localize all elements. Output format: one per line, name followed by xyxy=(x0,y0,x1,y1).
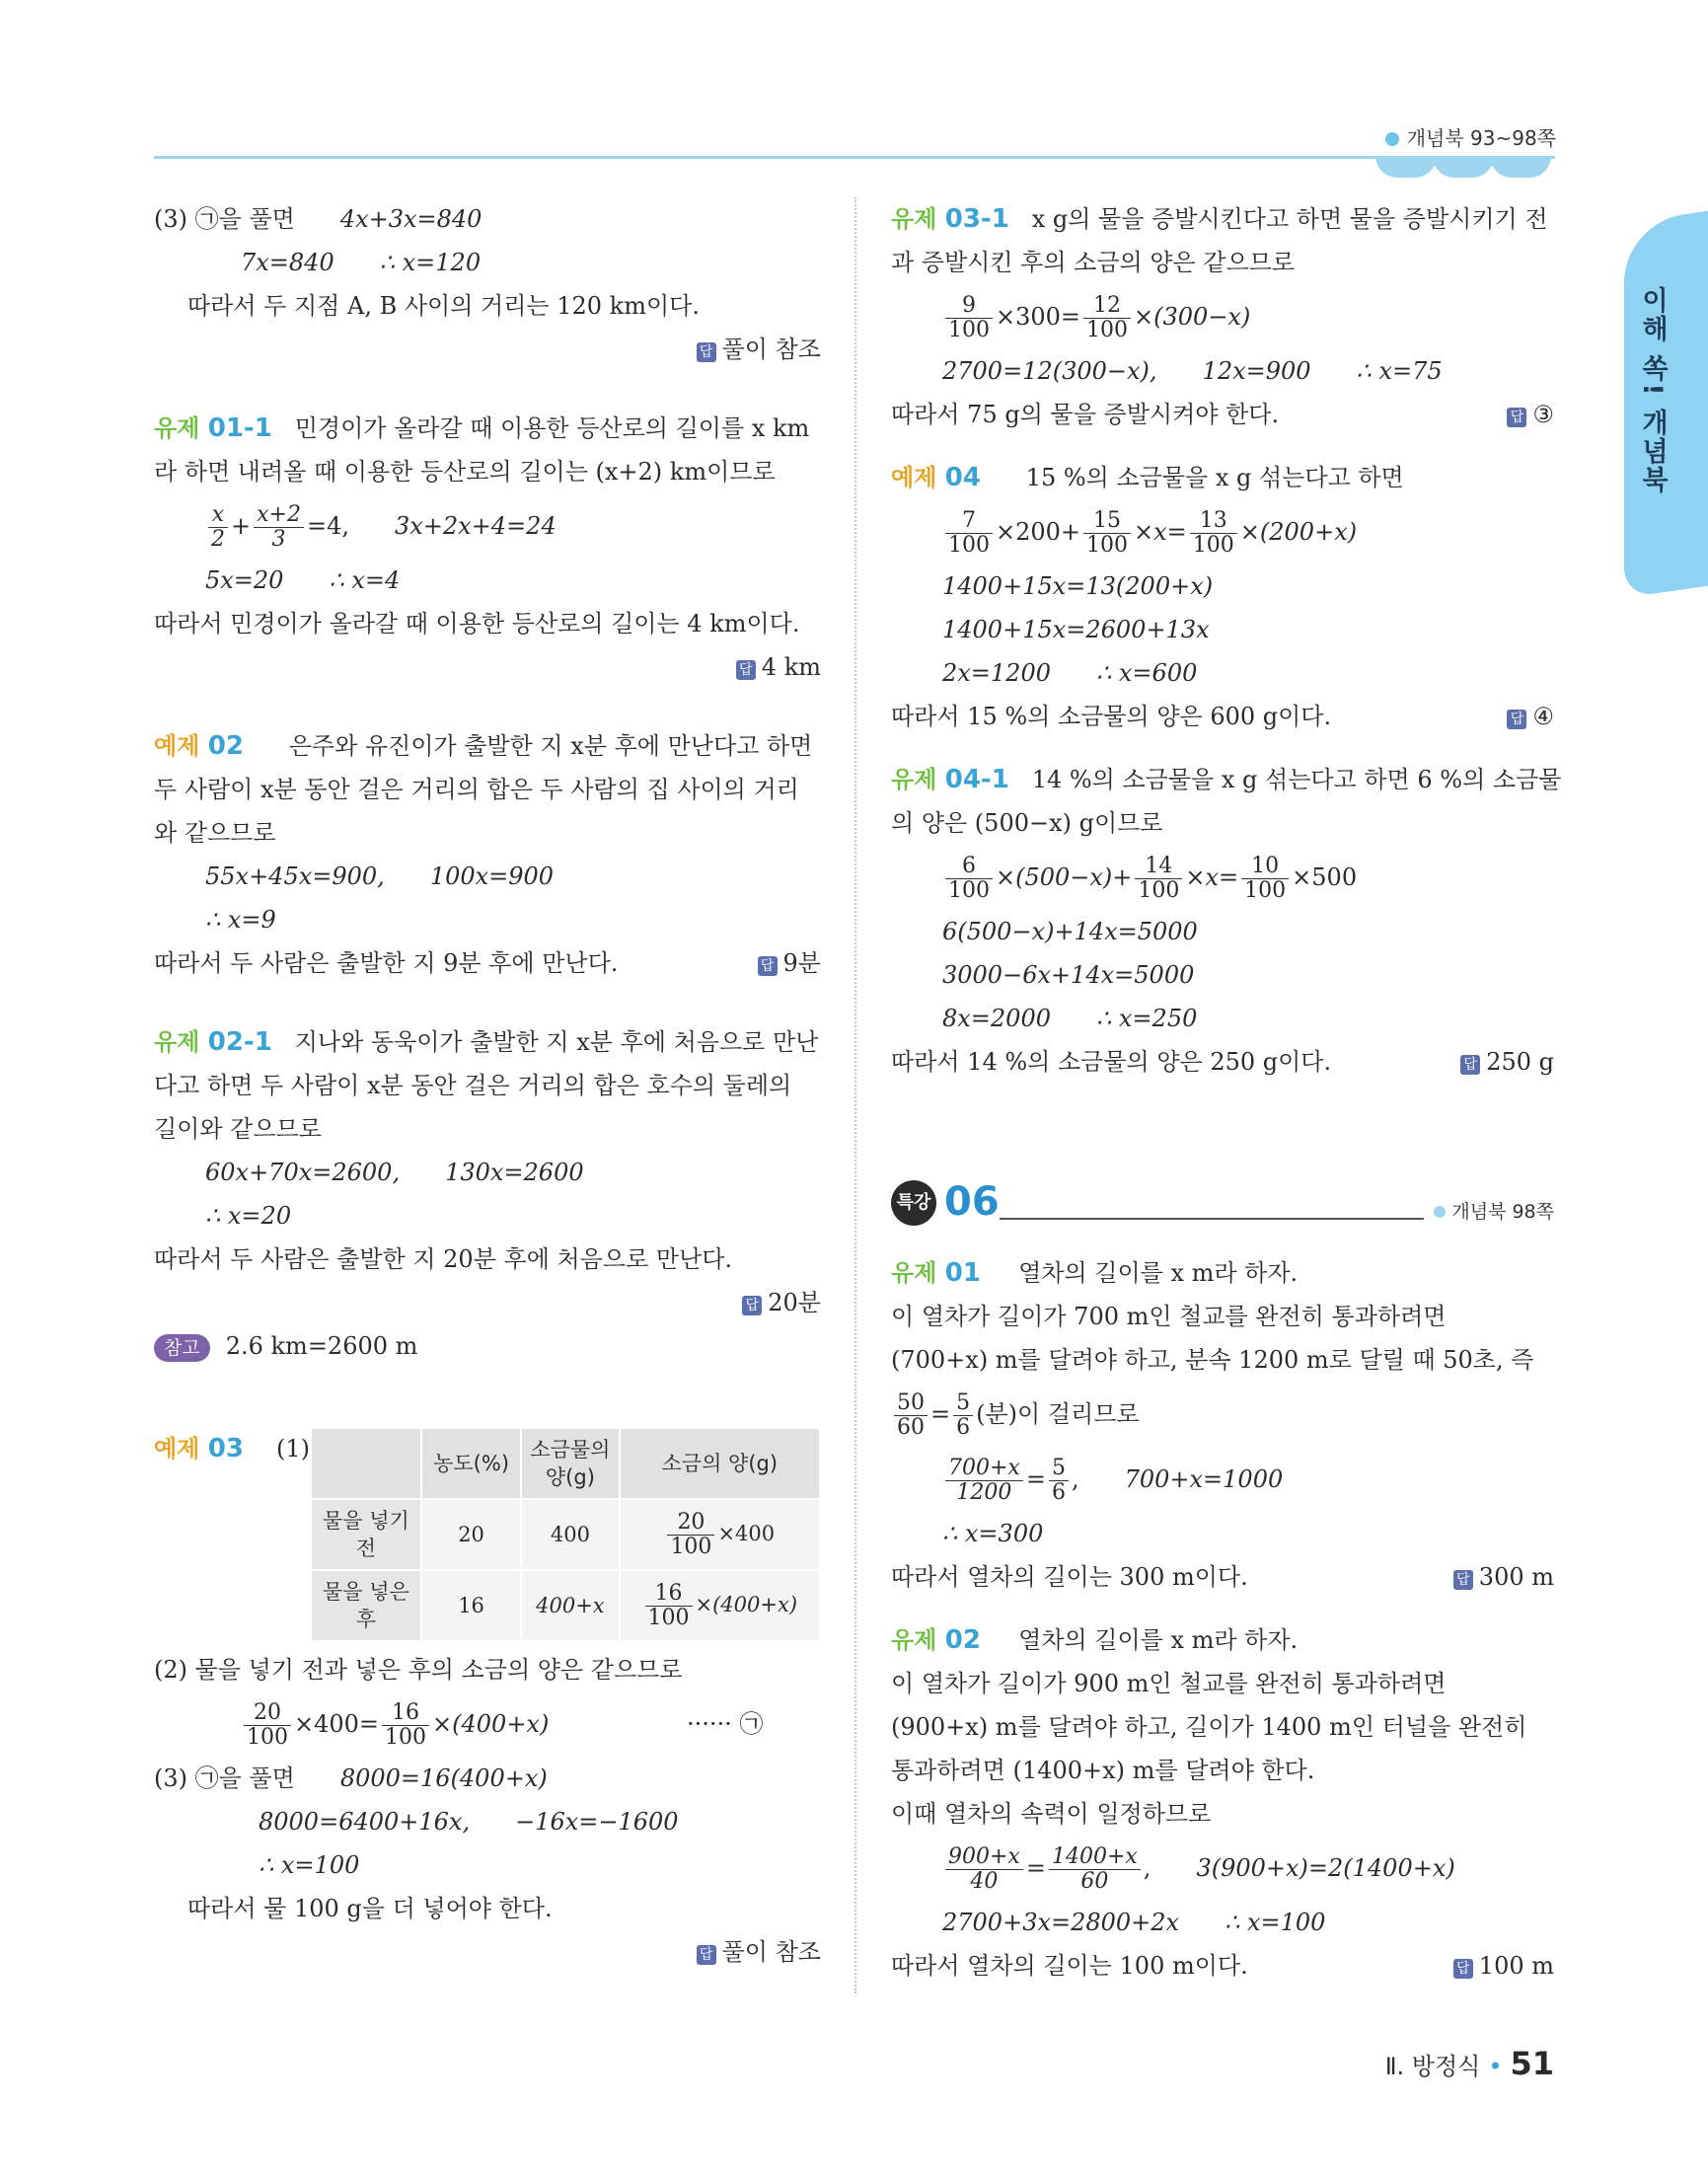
fraction: $\frac{20}{100}$ xyxy=(667,1511,714,1559)
fraction: $\frac{700+x}{1200}$ xyxy=(945,1457,1023,1505)
answer-icon: 답 xyxy=(758,956,778,976)
table-row: 물을 넣기 전 20 400 $\frac{20}{100}$ ×400 xyxy=(311,1499,820,1570)
bullet-icon xyxy=(1385,132,1399,146)
fraction: $\frac{10}{100}$ xyxy=(1241,855,1289,903)
answer-icon: 답 xyxy=(736,660,756,680)
example-03: 예제 03 (1) 농도(%) 소금물의 양(g) 소금의 양(g) 물을 넣기 전 20 400 $\frac{20}{100}$ ×400 물을 넣은 후 16 400+x $\frac{16}{100}$ ×(400+x) xyxy=(154,1427,821,1648)
salt-water-table xyxy=(310,1427,821,1642)
header-rule xyxy=(154,156,1555,159)
fraction: $\frac{6}{100}$ xyxy=(945,855,993,903)
fraction: $\frac{14}{100}$ xyxy=(1135,855,1182,903)
special-lecture-badge: 특강 xyxy=(891,1180,936,1226)
special-lecture-number: 06 xyxy=(944,1179,1000,1225)
wave-decoration xyxy=(1375,156,1437,178)
page-footer: Ⅱ. 방정식 • 51 xyxy=(1384,2045,1554,2082)
example-04: 예제 04 15 %의 소금물을 x g 섞는다고 하면 $\frac{7}{100}$ ×200+ $\frac{15}{100}$ ×x= $\frac{13}{100}$ ×(200+x) 1400+15x=13(200+x) 1400+15x=2600+13x 2x=1200 ∴ x=600 따라서 15 %의 소금물의 양은 600 g이다. 답 ④ xyxy=(891,463,1554,730)
wave-decoration xyxy=(1433,156,1494,178)
special-exercise-01: 유제 01 열차의 길이를 x m라 하자. 이 열차가 길이가 700 m인 철교를 완전히 통과하려면 (700+x) m를 달려야 하고, 분속 1200 m로 달릴 때 50초, 즉 $\frac{50}{60}$ = $\frac{5}{6}$ (분)이 걸리므로 $\frac{700+x}{1200}$ = $\frac{5}{6}$ , 700+x=1000 ∴ x=300 따라서 열차의 길이는 300 m이다. 답 300 m xyxy=(891,1258,1554,1591)
column-divider xyxy=(854,197,856,1993)
exercise-04-1: 유제 04-1 14 %의 소금물을 x g 섞는다고 하면 6 %의 소금물 의 양은 (500−x) g이므로 $\frac{6}{100}$ ×(500−x)+ $\frac{14}{100}$ ×x= $\frac{10}{100}$ ×500 6(500−x)+14x=5000 3000−6x+14x=5000 8x=2000 ∴ x=250 따라서 14 %의 소금물의 양은 250 g이다. 답 250 g xyxy=(891,765,1562,1076)
fraction: $\frac{15}{100}$ xyxy=(1083,509,1131,558)
exercise-01-1: 유제 01-1 민경이가 올라갈 때 이용한 등산로의 길이를 x km 라 하면 내려올 때 이용한 등산로의 길이는 (x+2) km이므로 $\frac{x}{2}$ + $\frac{x+2}{3}$ =4, 3x+2x+4=24 5x=20 ∴ x=4 따라서 민경이가 올라갈 때 이용한 등산로의 길이는 4 km이다. 답 4 km xyxy=(154,413,821,681)
answer-icon: 답 xyxy=(1453,1959,1473,1979)
table-header: 소금물의 양(g) xyxy=(521,1428,619,1499)
right-column xyxy=(891,197,1562,2023)
fraction: $\frac{1400+x}{60}$ xyxy=(1049,1845,1141,1894)
fraction: $\frac{900+x}{40}$ xyxy=(945,1845,1023,1894)
example-02: 예제 02 은주와 유진이가 출발한 지 x분 후에 만난다고 하면 두 사람이 x분 동안 걸은 거리의 합은 두 사람의 집 사이의 거리 와 같으므로 55x+45x=900, 100x=900 ∴ x=9 따라서 두 사람은 출발한 지 9분 후에 만난다. 답 9분 xyxy=(154,731,821,977)
fraction: $\frac{x}{2}$ xyxy=(208,503,228,552)
fraction: $\frac{50}{60}$ xyxy=(894,1391,928,1440)
fraction: $\frac{13}{100}$ xyxy=(1190,509,1237,558)
bullet-icon xyxy=(1434,1206,1446,1218)
special-exercise-02: 유제 02 열차의 길이를 x m라 하자. 이 열차가 길이가 900 m인 철교를 완전히 통과하려면 (900+x) m를 달려야 하고, 길이가 1400 m인 터널을 완전히 통과하려면 (1400+x) m를 달려야 한다. 이때 열차의 속력이 일정하므로 $\frac{900+x}{40}$ = $\frac{1400+x}{60}$ , 3(900+x)=2(1400+x) 2700+3x=2800+2x ∴ x=100 따라서 열차의 길이는 100 m이다. 답 100 m xyxy=(891,1625,1554,1980)
table-header xyxy=(311,1428,421,1499)
fraction: $\frac{12}{100}$ xyxy=(1083,294,1131,342)
fraction: $\frac{5}{6}$ xyxy=(953,1391,973,1440)
problem-3-continued: (3) ㉠을 풀면 4x+3x=840 7x=840 ∴ x=120 따라서 두 지점 A, B 사이의 거리는 120 km이다. 답 풀이 참조 xyxy=(154,205,821,363)
answer-icon: 답 xyxy=(1507,710,1526,729)
table-header: 소금의 양(g) xyxy=(620,1428,820,1499)
answer-icon: 답 xyxy=(697,342,716,362)
page-number: 51 xyxy=(1510,2045,1554,2082)
exercise-02-1: 유제 02-1 지나와 동욱이가 출발한 지 x분 후에 처음으로 만난 다고 하면 두 사람이 x분 동안 걸은 거리의 합은 호수의 둘레의 길이와 같으므로 60x+70x=2600, 130x=2600 ∴ x=20 따라서 두 사람은 출발한 지 20분 후에 처음으로 만난다. 답 20분 참고 2.6 km=2600 m xyxy=(154,1027,821,1360)
table-row: 물을 넣은 후 16 400+x $\frac{16}{100}$ ×(400+x) xyxy=(311,1570,820,1641)
fraction: $\frac{5}{6}$ xyxy=(1049,1457,1069,1505)
answer-icon: 답 xyxy=(1453,1570,1473,1590)
answer-icon: 답 xyxy=(1507,408,1526,427)
fraction: $\frac{16}{100}$ xyxy=(382,1701,429,1750)
example-03-parts: (2) 물을 넣기 전과 넣은 후의 소금의 양은 같으므로 $\frac{20}{100}$ ×400= $\frac{16}{100}$ ×(400+x) ······ ㉠ (3) ㉠을 풀면 8000=16(400+x) 8000=6400+16x, −16x=−1600 ∴ x=100 따라서 물 100 g을 더 넣어야 한다. 답 풀이 참조 xyxy=(154,1656,821,1966)
side-tab-label: 이해 쏙! 개념북 xyxy=(1637,286,1668,495)
table-header: 농도(%) xyxy=(421,1428,521,1499)
fraction: $\frac{7}{100}$ xyxy=(945,509,993,558)
fraction: $\frac{20}{100}$ xyxy=(244,1701,291,1750)
answer-icon: 답 xyxy=(742,1296,762,1315)
left-column xyxy=(154,197,821,1974)
exercise-03-1: 유제 03-1 x g의 물을 증발시킨다고 하면 물을 증발시키기 전 과 증발시킨 후의 소금의 양은 같으므로 $\frac{9}{100}$ ×300= $\frac{12}{100}$ ×(300−x) 2700=12(300−x), 12x=900 ∴ x=75 따라서 75 g의 물을 증발시켜야 한다. 답 ③ xyxy=(891,204,1554,428)
fraction: $\frac{9}{100}$ xyxy=(945,294,993,342)
fraction: $\frac{16}{100}$ xyxy=(645,1582,693,1630)
answer-icon: 답 xyxy=(1460,1055,1480,1075)
answer-icon: 답 xyxy=(697,1945,716,1965)
section-label: Ⅱ. 방정식 xyxy=(1384,2053,1481,2080)
special-lecture-header: 특강 06 개념북 98쪽 xyxy=(891,1172,1554,1232)
concept-reference: 개념북 93~98쪽 xyxy=(1385,122,1556,151)
wave-decoration xyxy=(1490,156,1551,178)
fraction: $\frac{x+2}{3}$ xyxy=(254,503,304,552)
note-badge: 참고 xyxy=(154,1334,210,1362)
